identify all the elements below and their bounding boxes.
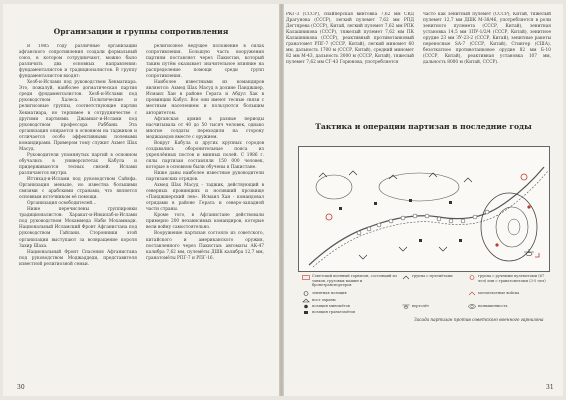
- paragraph: Организация освободителей...: [27, 201, 97, 207]
- paragraph: Вокруг Кабула и других крупных городов создавались оборонительные пояса из укреплённых постов и минных полей. С 1986 г. силы партизан составляли 150 000 человек, которые в основном были обучены в Пакистане.: [146, 140, 264, 170]
- paragraph: Руководители упомянутых партий в основном обучались в университетах Кабула и придерживаются тесных связей. Ислами различаются внутри.: [19, 152, 137, 176]
- motorized-infantry-icon: [468, 291, 476, 296]
- right-page-column-2: [423, 12, 551, 74]
- paragraph: Ахмед Шах Масуд - таджик, действующий в северных провинциях и носивший прозвище «Панджшерский лев». Исмаил Хан - командовал отрядами в районе Герата и северо-западной части страны.: [146, 183, 264, 213]
- paragraph: Ниже перечислены группировки традиционалистов: Харакат-и-Инкилаб-и-Ислами под руководством Мохаммеда Наби Мохаммади. Национальный Исламский Фронт Афганистана под руководством Гайлани. Сторонники этой организации выступают за возвращение короля Захир Шаха.: [19, 207, 137, 249]
- right-page: [284, 4, 563, 396]
- machine-gun-group-icon: [402, 275, 410, 280]
- garrison-icon: [302, 275, 310, 280]
- legend-item: пост охраны: [312, 298, 336, 302]
- left-page-column-1: [19, 44, 137, 374]
- helicopter-icon: [402, 304, 410, 309]
- map-caption: Засада партизан против советского военного гарнизона: [414, 317, 544, 322]
- map-legend: [298, 274, 550, 316]
- mortar-position-icon: [302, 304, 310, 309]
- paragraph: Иттихад-и-Ислами под руководством Сайяфа. Организация меньше, но известна большими связями с арабскими странами, что является основным источником её помощи.: [19, 177, 137, 201]
- legend-item: группа с ручными пулеметами (67 чел) или с гранатометами (3-5 чел): [478, 274, 546, 283]
- paragraph: Ниже даны наиболее известные руководители партизанских отрядов.: [146, 170, 264, 183]
- left-page: [3, 4, 279, 396]
- legend-item: позиция миномётов: [312, 304, 350, 308]
- ambush-tactics-map: [298, 146, 550, 272]
- paragraph: В 1985 году различные организации афганского сопротивления создали формальный союз, в котором сотрудничают, можно было различить два основных направления: фундаменталистов и традиционалистов. В группу фундаменталистов входят:: [19, 44, 137, 80]
- legend-item: Советский военный гарнизон, состоящий из танков, грузовых машин и бронетранспортеров: [312, 274, 397, 287]
- paragraph: Национальный Фронт Спасения Афганистана под руководством Моджаддеди, представителя известной религиозной семьи.: [19, 249, 137, 267]
- left-page-number: 30: [17, 384, 25, 391]
- right-page-column-1: [286, 12, 414, 74]
- paragraph: религиозное ведущее положение в силах сопротивления. Большую часть вооружения партиям поставляет через Пакистан, который таким путём оказывает значительное влияние на распределение помощи среди групп сопротивления.: [146, 44, 264, 80]
- legend-item: мотопехотные войска: [478, 291, 520, 295]
- guard-post-icon: [302, 298, 310, 303]
- anti-aircraft-position-icon: [302, 291, 310, 296]
- grenade-launcher-position-icon: [302, 310, 310, 315]
- rifle-group-icon: [468, 275, 476, 280]
- paragraph: Афганская армия в разные периоды насчитывала от 40 до 50 тысяч человек, однако многие солдаты переходили на сторону моджахедов вместе с оружием.: [146, 116, 264, 140]
- elevation-icon: [468, 304, 476, 309]
- paragraph: Вооружение партизан состояло из советского, китайского и американского оружия, поставленного через Пакистан: автоматы АК-47 калибра 7,62 мм, пулемёты ДШК калибра 12,7 мм, гранатомёты РПГ-7 и РПГ-16.: [146, 231, 264, 261]
- legend-item: зенитная позиция: [312, 291, 347, 295]
- paragraph: Хезб-и-Ислами под руководством Хекматиара. Это, пожалуй, наиболее догматическая партия среди фундаменталистов. Хезб-и-Ислами под руководством Халеса. Политические и религиозные группы, соответствующие партии Хекматиара, но терпимее в сотрудничестве с другими партиями. Джамиат-и-Ислами под руководством профессора Раббани. Эта организация опирается в основном на таджиков и отличается особо эффективными полевыми командирами. Примером тому служит Ахмет Шах Масуд.: [19, 80, 137, 152]
- right-page-number: 31: [546, 384, 554, 391]
- legend-item: позиция гранатомётов: [312, 310, 356, 314]
- paragraph: часто как зенитный пулемет (СССР), Китай, тяжелый пулемет 12,7 мм ДШК М-38/46, употребляется в роли зенитного пулемета (СССР, Китай), зенитная установка 14,5 мм ЗПУ-1/2/4 (СССР, Китай), зенитное орудие 23 мм ЗУ-23-2 (СССР, Китай), зенитные ракеты переносные SA-7 (СССР, Китай), Стингер (США), безоткатное противотанковое орудие 82 мм Б-10 (СССР, Китай), реактивная установка 107 мм, дальность 8000 м (Китай, СССР).: [423, 12, 551, 66]
- paragraph: Кроме того, в Афганистане действовали примерно 200 независимых командиров, которые вели войну самостоятельно.: [146, 213, 264, 231]
- left-page-heading: Организации и группы сопротивления: [53, 27, 229, 36]
- legend-item: группа с пулемётами: [412, 274, 453, 278]
- paragraph: Наиболее известными из командиров являются: Ахмед Шах Масуд в долине Панджшер, Исмаил Хан в районе Герата и Абдул Хак в провинции Кабул. Все они имеют тесные связи с местным населением и пользуются большим авторитетом.: [146, 80, 264, 116]
- legend-item: вертолёт: [412, 304, 430, 308]
- legend-item: возвышенность: [478, 304, 508, 308]
- paragraph: РКГ-3 (СССР), снайперская винтовка 7,62 мм СВД Драгунова (СССР), легкий пулемет 7,62 мм РПД Дегтярева (СССР), Китай, легкий пулемет 7,62 мм РПК Калашникова (СССР), тяжелый пулемет 7,62 мм ПК Калашникова (СССР), реактивный противотанковый гранатомет РПГ-7 (СССР, Китай), легкий миномет 60 мм, дальность 1700 м (СССР, Китай), средний миномет 82 мм М-43, дальность 3000 м (СССР, Китай), тяжелый пулемет 7,62 мм СГ-43 Горюнова, употребляется: [286, 12, 414, 66]
- left-page-column-2: [146, 44, 264, 374]
- right-page-heading: Тактика и операции партизан в последние годы: [315, 122, 532, 131]
